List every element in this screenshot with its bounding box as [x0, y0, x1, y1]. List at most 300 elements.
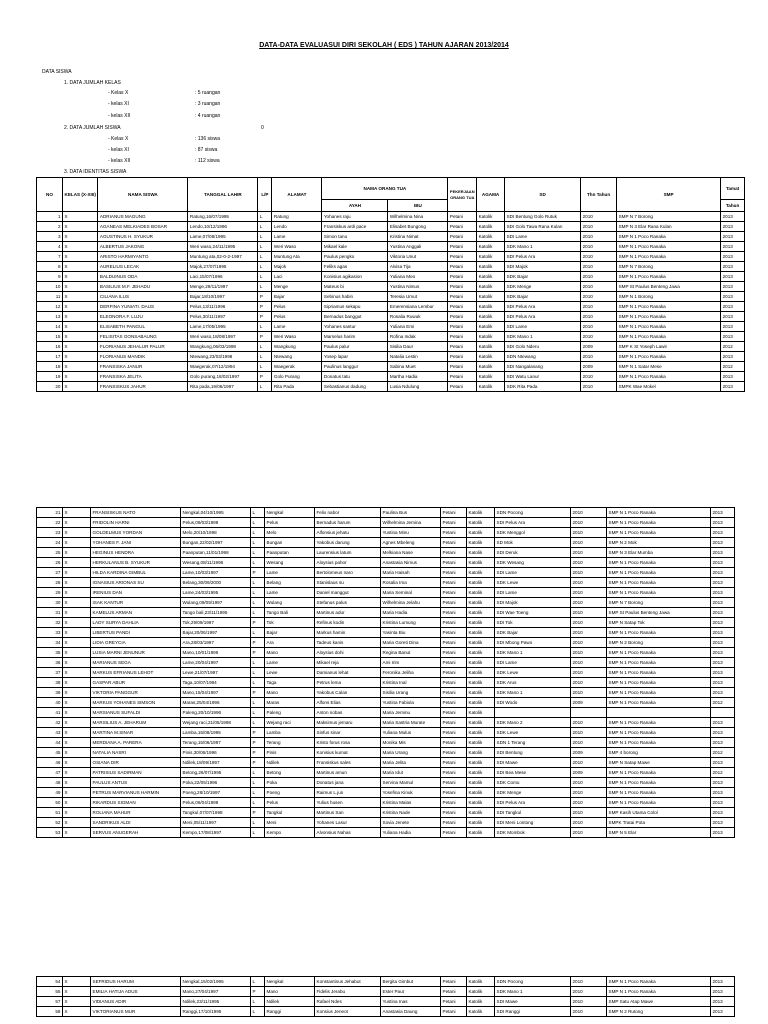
table-row — [37, 528, 735, 538]
kelas-x-value: : 5 ruangan — [195, 90, 221, 96]
cell-alamat: Bajar — [265, 628, 315, 638]
cell-ayah: Alvonsius Nahas — [315, 828, 381, 838]
cell-tahun-sd: 2010 — [571, 758, 607, 768]
cell-alamat: Ranggi — [265, 1007, 315, 1017]
header-smp: SMP — [617, 178, 721, 212]
cell-ibu: Rosalia Ruwuk — [388, 312, 448, 322]
cell-no: 27 — [37, 568, 63, 578]
table-row — [37, 508, 735, 518]
cell-ayah: Yohanes Lasur — [315, 818, 381, 828]
cell-lp: P — [258, 312, 272, 322]
cell-tanggal-lahir: Tango bali,23/11/1995 — [181, 608, 251, 618]
cell-lp: L — [251, 558, 265, 568]
cell-nama-siswa: ROLIANA MAHUR — [91, 808, 181, 818]
cell-pekerjaan: Petani — [441, 728, 467, 738]
cell-tahun-tamat: 2013 — [711, 718, 735, 728]
cell-pekerjaan: Petani — [448, 212, 477, 222]
cell-tahun-sd: 2010 — [571, 818, 607, 828]
cell-lp: L — [251, 788, 265, 798]
header-kelas: KELAS (X-XIII) — [63, 178, 98, 212]
cell-tanggal-lahir: Bungan,22/02/1997 — [181, 538, 251, 548]
cell-tahun-sd: 2010 — [581, 352, 617, 362]
cell-tahun-sd: 2010 — [581, 252, 617, 262]
cell-agama: Katolik — [467, 668, 495, 678]
cell-nama-siswa: BASILIUS M.F. JEHADU — [98, 282, 188, 292]
cell-kelas: X — [63, 548, 91, 558]
table-row — [37, 658, 735, 668]
cell-pekerjaan: Petani — [441, 748, 467, 758]
cell-kelas: X — [63, 778, 91, 788]
cell-ayah: Daniel manggut — [315, 588, 381, 598]
cell-ibu: Yustina Inas — [381, 997, 441, 1007]
cell-pekerjaan: Petani — [441, 588, 467, 598]
cell-tahun-tamat: 2013 — [721, 272, 745, 282]
cell-alamat: Taga — [265, 678, 315, 688]
cell-smp: SMP N 1 Poco Ranaka — [607, 768, 711, 778]
table-row — [37, 372, 745, 382]
cell-tahun-sd: 2010 — [571, 718, 607, 728]
cell-pekerjaan: Petani — [441, 678, 467, 688]
cell-alamat: Meni — [265, 818, 315, 828]
table-row — [37, 282, 745, 292]
cell-tahun-tamat: 2013 — [711, 538, 735, 548]
cell-smp: SMP N 1 Poco Ranaka — [607, 798, 711, 808]
cell-ibu: Wilhelmina Nina — [388, 212, 448, 222]
cell-lp: L — [258, 212, 272, 222]
cell-lp: L — [251, 658, 265, 668]
table-row — [37, 758, 735, 768]
cell-tahun-tamat: 2013 — [711, 598, 735, 608]
cell-ayah: Markus hamin — [315, 628, 381, 638]
cell-tahun-tamat: 2013 — [711, 798, 735, 808]
cell-alamat: Wulang — [265, 598, 315, 608]
cell-lp: P — [251, 728, 265, 738]
cell-ayah: Raimus L.jun — [315, 788, 381, 798]
cell-tahun-tamat: 2013 — [721, 252, 745, 262]
cell-sd: SDK Comu — [495, 778, 571, 788]
cell-kelas: X — [63, 618, 91, 628]
cell-tahun-tamat: 2013 — [721, 242, 745, 252]
cell-smp: SMPK Tratai Pota — [607, 818, 711, 828]
cell-tahun-tamat: 2013 — [711, 828, 735, 838]
cell-nama-siswa: FRANSISKA JELITA — [98, 372, 188, 382]
kelas-xii-label: - kelas XII — [108, 113, 131, 119]
cell-pekerjaan: Petani — [448, 232, 477, 242]
cell-ayah: Yakobus Calan — [315, 688, 381, 698]
cell-pekerjaan: Petani — [441, 798, 467, 808]
siswa-xii-value: : 112 siswa — [195, 158, 220, 164]
cell-smp: SMPK Wae Mokel — [617, 382, 721, 392]
cell-agama: Katolik — [477, 342, 505, 352]
cell-tanggal-lahir: Pelus,13/11/1996 — [188, 302, 258, 312]
cell-sd: SDI Deruk — [495, 548, 571, 558]
cell-agama: Katolik — [477, 282, 505, 292]
cell-sd: SDI Lame — [505, 322, 581, 332]
cell-alamat: Lewe — [265, 668, 315, 678]
cell-tanggal-lahir: Wejang raci,21/05/1998 — [181, 718, 251, 728]
cell-tanggal-lahir: Pelus,09/03/1998 — [181, 518, 251, 528]
table-row — [37, 382, 745, 392]
cell-sd: SDI Pelus Ara — [495, 518, 571, 528]
cell-tahun-tamat: 2013 — [711, 658, 735, 668]
cell-ibu: Maria Idut — [381, 768, 441, 778]
cell-smp: SMP N 1 Poco Ranaka — [607, 578, 711, 588]
cell-kelas: X — [63, 518, 91, 528]
cell-nama-siswa: GOLDELMUS YORDAN — [91, 528, 181, 538]
cell-nama-siswa: MARTINA M.SINAR — [91, 728, 181, 738]
cell-tahun-sd: 2010 — [571, 728, 607, 738]
table-row — [37, 342, 745, 352]
cell-alamat: Paleng — [265, 708, 315, 718]
cell-ibu: Elisabet Bungong — [388, 222, 448, 232]
cell-tahun-tamat: 2013 — [711, 558, 735, 568]
cell-agama: Katolik — [477, 322, 505, 332]
cell-no: 51 — [37, 808, 63, 818]
cell-ibu: Natalia Lestin — [388, 352, 448, 362]
cell-kelas: X — [63, 242, 98, 252]
cell-ayah: Yakobus darung — [315, 538, 381, 548]
cell-ayah: Konisius kumat — [315, 748, 381, 758]
cell-alamat: Golo Purang — [272, 372, 322, 382]
cell-sd: SDK Mano 1 — [495, 688, 571, 698]
cell-alamat: Pelus — [272, 302, 322, 312]
cell-kelas: X — [63, 788, 91, 798]
table-row — [37, 628, 735, 638]
cell-agama: Katolik — [467, 808, 495, 818]
cell-smp: SMP N 1 Poco Ranaka — [607, 508, 711, 518]
cell-ayah: Rafael Ndes — [315, 997, 381, 1007]
cell-sd: SDK Bajar — [505, 272, 581, 282]
cell-sd: SDI Lame — [505, 232, 581, 242]
cell-tahun-tamat: 2013 — [711, 648, 735, 658]
cell-nama-siswa: ELISABETH PANGUL — [98, 322, 188, 332]
cell-alamat: Lame — [272, 232, 322, 242]
cell-ibu: Alvisa Tija — [388, 262, 448, 272]
cell-pekerjaan: Petani — [441, 608, 467, 618]
cell-lp: P — [251, 648, 265, 658]
cell-tahun-sd: 2010 — [571, 738, 607, 748]
cell-alamat: Weri Waso — [272, 332, 322, 342]
cell-pekerjaan: Petani — [441, 628, 467, 638]
cell-nama-siswa: LIBERTUS PANDI — [91, 628, 181, 638]
cell-smp: SMP N 1 Poco Ranaka — [607, 788, 711, 798]
cell-agama: Katolik — [467, 628, 495, 638]
cell-tanggal-lahir: Weri waso,24/11/1995 — [188, 242, 258, 252]
cell-kelas: X — [63, 232, 98, 242]
cell-no: 39 — [37, 688, 63, 698]
cell-tanggal-lahir: Poka,22/05/1996 — [181, 778, 251, 788]
cell-ibu: Kristina Lumung — [381, 618, 441, 628]
cell-tanggal-lahir: Mano,10/01/1996 — [181, 648, 251, 658]
cell-pekerjaan: Petani — [441, 528, 467, 538]
cell-pekerjaan: Petani — [441, 598, 467, 608]
cell-tanggal-lahir: Bajar,20/06/1997 — [181, 628, 251, 638]
cell-agama: Katolik — [467, 588, 495, 598]
cell-smp: SMP N 5 Elar — [607, 828, 711, 838]
cell-agama: Katolik — [467, 738, 495, 748]
cell-tahun-tamat: 2013 — [721, 312, 745, 322]
cell-tahun-sd: 2010 — [581, 322, 617, 332]
table-row — [37, 977, 735, 987]
cell-sd: SDK Menge — [505, 282, 581, 292]
cell-lp: L — [258, 352, 272, 362]
cell-ayah: Konsius Jeneot — [315, 1007, 381, 1017]
cell-tanggal-lahir: Maras,25/04/1996 — [181, 698, 251, 708]
cell-ibu: Rosalia Ima — [381, 578, 441, 588]
cell-tahun-tamat: 2013 — [711, 788, 735, 798]
cell-kelas: X — [63, 987, 91, 997]
cell-no: 2 — [37, 222, 63, 232]
cell-tanggal-lahir: Lame,20/04/1997 — [181, 658, 251, 668]
cell-alamat: Ndilek — [265, 997, 315, 1007]
cell-tahun-tamat: 2013 — [711, 688, 735, 698]
cell-tanggal-lahir: Lame,24/03/1995 — [181, 588, 251, 598]
cell-agama: Katolik — [467, 558, 495, 568]
table-row — [37, 808, 735, 818]
cell-smp: SMP N 1 Poco Ranaka — [617, 322, 721, 332]
cell-nama-siswa: KAMELUS ARMAN — [91, 608, 181, 618]
cell-kelas: X — [63, 698, 91, 708]
cell-tahun-tamat: 2013 — [711, 548, 735, 558]
table-row — [37, 778, 735, 788]
cell-ayah: Martinus amun — [315, 768, 381, 778]
cell-ayah: Sinfus sinar — [315, 728, 381, 738]
cell-ibu: Yustina Minu — [381, 528, 441, 538]
cell-kelas: X — [63, 1007, 91, 1017]
cell-ayah: Kristo forus rosa — [315, 738, 381, 748]
cell-lp: L — [251, 768, 265, 778]
cell-ibu: Monika Mis — [381, 738, 441, 748]
cell-no: 19 — [37, 372, 63, 382]
cell-ayah: Martinus adur — [315, 608, 381, 618]
cell-ibu: Emerensiana Lembur — [388, 302, 448, 312]
cell-smp: SMP N 1 Poco Ranaka — [607, 588, 711, 598]
cell-ayah: Bernadus harum — [315, 518, 381, 528]
jumlah-kelas-heading: 1. DATA JUMLAH KELAS — [64, 80, 121, 86]
cell-nama-siswa: FLORIANUS JEHALUR PALUR — [98, 342, 188, 352]
cell-agama: Katolik — [477, 212, 505, 222]
cell-ibu: Maria Goreti Dina — [381, 638, 441, 648]
cell-tahun-tamat: 2013 — [711, 738, 735, 748]
cell-tahun-sd: 2010 — [571, 688, 607, 698]
cell-nama-siswa: MARIANUS SEGA — [91, 658, 181, 668]
cell-tahun-sd: 2009 — [581, 342, 617, 352]
kelas-xii-value: : 4 ruangan — [195, 113, 221, 119]
cell-alamat: Lame — [265, 568, 315, 578]
table-row — [37, 302, 745, 312]
cell-tahun-tamat: 2013 — [721, 322, 745, 332]
table-row — [37, 738, 735, 748]
cell-nama-siswa: VIDIANUS ADIR — [91, 997, 181, 1007]
cell-ibu: Viktoria Unut — [388, 252, 448, 262]
cell-lp: L — [251, 828, 265, 838]
cell-tahun-sd: 2010 — [571, 997, 607, 1007]
cell-tanggal-lahir: Lame,17/05/1995 — [188, 322, 258, 332]
cell-kelas: X — [63, 818, 91, 828]
cell-pekerjaan: Petani — [441, 788, 467, 798]
table-row — [37, 352, 745, 362]
cell-lp: P — [258, 372, 272, 382]
cell-pekerjaan: Petani — [448, 382, 477, 392]
cell-sd: SDK Arus — [495, 678, 571, 688]
cell-ibu: Anastasia Nimus — [381, 558, 441, 568]
cell-agama: Katolik — [467, 548, 495, 558]
cell-tahun-tamat: 2012 — [721, 342, 745, 352]
cell-smp: SMP N 1 Poco Ranaka — [607, 568, 711, 578]
siswa-xi-value: : 87 siswa — [195, 147, 218, 153]
cell-nama-siswa: AGANEAS MELKIADES BOSAR — [98, 222, 188, 232]
cell-agama: Katolik — [477, 272, 505, 282]
cell-ibu: Feronika Jeliha — [381, 668, 441, 678]
cell-tahun-sd: 2010 — [571, 608, 607, 618]
cell-agama: Katolik — [467, 758, 495, 768]
cell-agama: Katolik — [467, 798, 495, 808]
cell-lp: L — [258, 272, 272, 282]
cell-kelas: X — [63, 648, 91, 658]
cell-ibu: Servina Mamul — [381, 778, 441, 788]
cell-tanggal-lahir: Lamba,15/08/1995 — [181, 728, 251, 738]
cell-smp: SMP N 3 Elar Mumba — [607, 548, 711, 558]
cell-smp: SMP N 1 Poco Ranaka — [617, 252, 721, 262]
cell-kelas: X — [63, 322, 98, 332]
cell-no: 7 — [37, 252, 63, 262]
cell-agama: Katolik — [467, 528, 495, 538]
cell-agama: Katolik — [467, 538, 495, 548]
cell-lp: L — [258, 282, 272, 292]
cell-no: 25 — [37, 548, 63, 558]
cell-tanggal-lahir: Ntewang,23/03/1998 — [188, 352, 258, 362]
table-row — [37, 548, 735, 558]
table-row — [37, 788, 735, 798]
cell-ibu: Kristina Malas — [381, 798, 441, 808]
header-nama-siswa: NAMA SISWA — [98, 178, 188, 212]
cell-kelas: X — [63, 382, 98, 392]
cell-nama-siswa: ARISTO HARMIYANTO — [98, 252, 188, 262]
cell-no: 38 — [37, 678, 63, 688]
header-tanggal-lahir: TANGGAL LAHIR — [188, 178, 258, 212]
table-row — [37, 618, 735, 628]
cell-alamat: Lame — [272, 322, 322, 332]
table-row — [37, 598, 735, 608]
cell-sd: SDK Lewe — [495, 578, 571, 588]
cell-tanggal-lahir: Paanputan,11/01/1998 — [181, 548, 251, 558]
cell-sd: SDI Golo Tawa Rana Kulan — [505, 222, 581, 232]
table-row — [37, 568, 735, 578]
cell-tanggal-lahir: Pelus,06/04/1998 — [181, 798, 251, 808]
table-row — [37, 987, 735, 997]
cell-no: 31 — [37, 608, 63, 618]
cell-lp: L — [258, 252, 272, 262]
cell-ibu: Maria Seminal — [381, 588, 441, 598]
cell-tahun-tamat: 2013 — [711, 808, 735, 818]
cell-no: 34 — [37, 638, 63, 648]
cell-smp: SMP St Paulus Benteng Jawa — [617, 282, 721, 292]
cell-alamat: Melo — [265, 528, 315, 538]
cell-nama-siswa: VIKTORIA PANGGUR — [91, 688, 181, 698]
cell-lp: L — [251, 1007, 265, 1017]
cell-lp: L — [251, 548, 265, 558]
cell-smp: SMP N 1 Satar Mese — [617, 362, 721, 372]
cell-agama: Katolik — [477, 242, 505, 252]
cell-pekerjaan: Petani — [448, 292, 477, 302]
cell-alamat: Weri Waso — [272, 242, 322, 252]
cell-kelas: X — [63, 588, 91, 598]
cell-ayah: Laurensius latum — [315, 548, 381, 558]
cell-agama: Katolik — [477, 222, 505, 232]
cell-agama: Katolik — [477, 232, 505, 242]
cell-tahun-sd: 2010 — [571, 977, 607, 987]
cell-tahun-sd: 2010 — [571, 548, 607, 558]
cell-tahun-tamat: 2012 — [711, 748, 735, 758]
cell-tahun-sd: 2010 — [581, 292, 617, 302]
cell-tahun-sd: 2010 — [571, 788, 607, 798]
cell-nama-siswa: HILDA KARDINA GIMBUL — [91, 568, 181, 578]
cell-tahun-tamat: 2012 — [711, 768, 735, 778]
cell-tahun-tamat: 2013 — [721, 332, 745, 342]
cell-tahun-sd: 2010 — [571, 798, 607, 808]
cell-no: 36 — [37, 658, 63, 668]
cell-kelas: X — [63, 252, 98, 262]
cell-no: 42 — [37, 718, 63, 728]
cell-alamat: Mano — [265, 688, 315, 698]
table-row — [37, 232, 745, 242]
cell-smp: SMP N 7 Borong — [617, 212, 721, 222]
cell-ayah: Mikael kale — [322, 242, 388, 252]
cell-ibu: Maria Haisah — [381, 568, 441, 578]
cell-sd: SDI Lame — [495, 658, 571, 668]
cell-agama: Katolik — [467, 778, 495, 788]
table-row — [37, 798, 735, 808]
cell-kelas: X — [63, 738, 91, 748]
cell-tahun-tamat: 2013 — [711, 588, 735, 598]
cell-sd: SDK Mano 1 — [505, 242, 581, 252]
cell-tanggal-lahir: Mano,15/04/1997 — [181, 688, 251, 698]
cell-alamat: Maras — [265, 698, 315, 708]
cell-ayah: Petrus lema — [315, 678, 381, 688]
cell-lp: P — [258, 302, 272, 312]
cell-tanggal-lahir: Terang,15/06/1997 — [181, 738, 251, 748]
cell-ibu: Maria Jeminu — [381, 708, 441, 718]
cell-alamat: Pelus — [265, 518, 315, 528]
cell-agama: Katolik — [467, 977, 495, 987]
cell-smp: SMP 4 borong — [607, 748, 711, 758]
cell-ibu: Maria Urang — [381, 748, 441, 758]
cell-agama: Katolik — [467, 818, 495, 828]
cell-alamat: Mano — [265, 648, 315, 658]
cell-alamat: Betong — [265, 768, 315, 778]
cell-no: 21 — [37, 508, 63, 518]
table-row — [37, 828, 735, 838]
cell-tanggal-lahir: Lewe,21/07/1997 — [181, 668, 251, 678]
cell-alamat: Wejang raci — [265, 718, 315, 728]
cell-tanggal-lahir: Belang,30/09/2000 — [181, 578, 251, 588]
cell-alamat: Majok — [272, 262, 322, 272]
cell-tanggal-lahir: Mano,27/04/1997 — [181, 987, 251, 997]
cell-smp: SMP N 1 Poco Ranaka — [607, 977, 711, 987]
table-row — [37, 638, 735, 648]
cell-ayah: Bernadus banggut — [322, 312, 388, 322]
cell-pekerjaan: Petani — [448, 342, 477, 352]
cell-alamat: Lame — [265, 588, 315, 598]
data-siswa-heading: DATA SISWA — [42, 69, 72, 75]
cell-pekerjaan: Petani — [441, 538, 467, 548]
cell-ibu: Sisilia Daur — [388, 342, 448, 352]
cell-alamat: Nengkal — [265, 977, 315, 987]
cell-ayah: Martinus San — [315, 808, 381, 818]
cell-ayah: Alfons Elias — [315, 698, 381, 708]
cell-sd: SDI Bea Mese — [495, 768, 571, 778]
cell-kelas: X — [63, 997, 91, 1007]
